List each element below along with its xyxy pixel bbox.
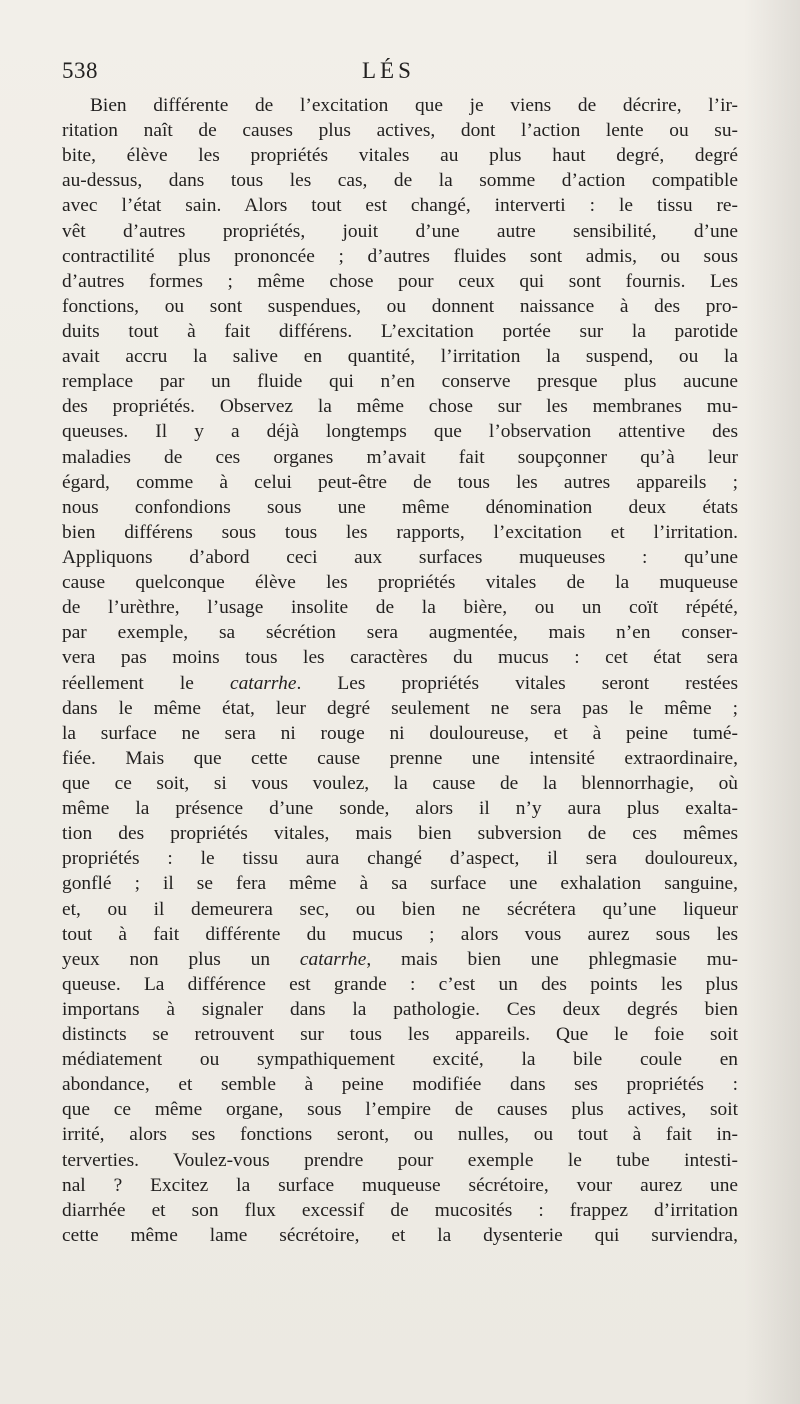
text-line: gonflé ; il se fera même à sa surface une exhalation sanguine, bbox=[62, 873, 738, 895]
text-line: d’autres formes ; même chose pour ceux qui sont fournis. Les bbox=[62, 270, 738, 292]
text-line: queuse. La différence est grande : c’est un des points les plus bbox=[62, 973, 738, 995]
text-line: tion des propriétés vitales, mais bien subversion de ces mêmes bbox=[62, 823, 738, 845]
text-line: nous confondions sous une même dénomination deux états bbox=[62, 496, 738, 518]
text-line: irrité, alors ses fonctions seront, ou nulles, ou tout à fait in- bbox=[62, 1124, 738, 1146]
text-line: remplace par un fluide qui n’en conserve presque plus aucune bbox=[62, 371, 738, 393]
text-line: Bien différente de l’excitation que je viens de décrire, l’ir- bbox=[90, 95, 738, 116]
running-title: LÉS bbox=[362, 58, 415, 83]
text-line: Appliquons d’abord ceci aux surfaces muqueuses : qu’une bbox=[62, 546, 738, 568]
text-line: maladies de ces organes m’avait fait soupçonner qu’à leur bbox=[62, 446, 738, 468]
text-line: que ce soit, si vous voulez, la cause de la blennorrhagie, où bbox=[62, 772, 738, 794]
text-line: terverties. Voulez-vous prendre pour exemple le tube intesti- bbox=[62, 1149, 738, 1171]
text-line: diarrhée et son flux excessif de mucosités : frappez d’irritation bbox=[62, 1199, 738, 1221]
text-line: égard, comme à celui peut-être de tous les autres appareils ; bbox=[62, 471, 738, 493]
text-line: tout à fait différente du mucus ; alors vous aurez sous les bbox=[62, 923, 738, 945]
italic-term: catarrhe bbox=[230, 672, 297, 694]
text-line: vera pas moins tous les caractères du mucus : cet état sera bbox=[62, 647, 738, 669]
body-text bbox=[62, 93, 738, 1248]
text-line: la surface ne sera ni rouge ni douloureuse, et à peine tumé- bbox=[62, 722, 738, 744]
text-line: cette même lame sécrétoire, et la dysenterie qui surviendra, bbox=[62, 1224, 738, 1246]
text-line: médiatement ou sympathiquement excité, la bile coule en bbox=[62, 1049, 738, 1071]
text-line: bien différens sous tous les rapports, l’excitation et l’irritation. bbox=[62, 521, 738, 543]
text-line: propriétés : le tissu aura changé d’aspect, il sera douloureux, bbox=[62, 848, 738, 870]
text-line: abondance, et semble à peine modifiée dans ses propriétés : bbox=[62, 1074, 738, 1096]
text-line: vêt d’autres propriétés, jouit d’une autre sensibilité, d’une bbox=[62, 220, 738, 242]
text-line: bite, élève les propriétés vitales au plus haut degré, degré bbox=[62, 145, 738, 167]
text-line: cause quelconque élève les propriétés vitales de la muqueuse bbox=[62, 572, 738, 594]
text-line: au-dessus, dans tous les cas, de la somme d’action compatible bbox=[62, 170, 738, 192]
text-line: fiée. Mais que cette cause prenne une intensité extraordinaire, bbox=[62, 747, 738, 769]
text-line: des propriétés. Observez la même chose sur les membranes mu- bbox=[62, 396, 738, 418]
text-line: que ce même organe, sous l’empire de causes plus actives, soit bbox=[62, 1099, 738, 1121]
text-line: par exemple, sa sécrétion sera augmentée, mais n’en conser- bbox=[62, 622, 738, 644]
text-line: importans à signaler dans la pathologie. Ces deux degrés bien bbox=[62, 998, 738, 1020]
text-line: avec l’état sain. Alors tout est changé, interverti : le tissu re- bbox=[62, 195, 738, 217]
text-line: ritation naît de causes plus actives, dont l’action lente ou su- bbox=[62, 120, 738, 142]
text-line: nal ? Excitez la surface muqueuse sécrétoire, vour aurez une bbox=[62, 1174, 738, 1196]
text-line: queuses. Il y a déjà longtemps que l’observation attentive des bbox=[62, 421, 738, 443]
text-line: duits tout à fait différens. L’excitation portée sur la parotide bbox=[62, 320, 738, 342]
text-line: réellement le catarrhe. Les propriétés vitales seront restées bbox=[62, 672, 738, 694]
text-line: yeux non plus un catarrhe, mais bien une phlegmasie mu- bbox=[62, 948, 738, 970]
text-line: distincts se retrouvent sur tous les appareils. Que le foie soit bbox=[62, 1024, 738, 1046]
running-head bbox=[62, 58, 738, 90]
page-number: 538 bbox=[62, 58, 98, 83]
italic-term: catarrhe bbox=[299, 948, 367, 970]
text-line: et, ou il demeurera sec, ou bien ne sécrétera qu’une liqueur bbox=[62, 898, 738, 920]
text-line: de l’urèthre, l’usage insolite de la bière, ou un coït répété, bbox=[62, 597, 738, 619]
text-line: fonctions, ou sont suspendues, ou donnent naissance à des pro- bbox=[62, 295, 738, 317]
text-line: avait accru la salive en quantité, l’irritation la suspend, ou la bbox=[62, 346, 738, 368]
text-line: même la présence d’une sonde, alors il n’y aura plus exalta- bbox=[62, 798, 738, 820]
text-line: dans le même état, leur degré seulement ne sera pas le même ; bbox=[62, 697, 738, 719]
text-line: contractilité plus prononcée ; d’autres fluides sont admis, ou sous bbox=[62, 245, 738, 267]
